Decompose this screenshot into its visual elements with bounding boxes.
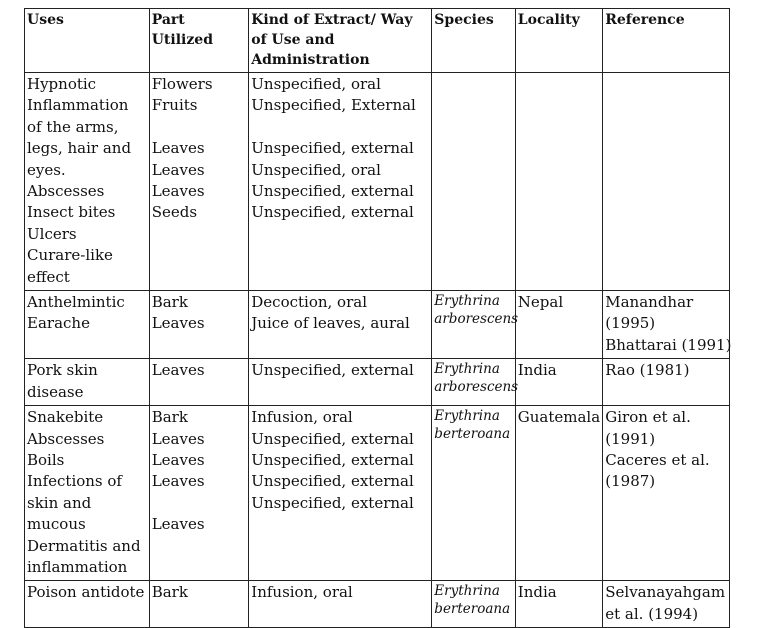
header-uses: Uses (25, 9, 150, 73)
cell-species (432, 359, 519, 406)
kind-line: Infusion, oral (251, 583, 353, 602)
cell-uses (25, 581, 150, 628)
table-row (25, 581, 730, 628)
header-species: Species (432, 9, 515, 73)
table-body (25, 73, 730, 628)
kind-line: Unspecified, external (251, 203, 414, 222)
kind-line: Unspecified, external (251, 493, 414, 512)
part-line: Bark (151, 408, 188, 427)
kind-line: Infusion, oral (251, 408, 353, 427)
locality-name: Guatemala (517, 408, 601, 427)
kind-line: Unspecified, external (251, 361, 414, 380)
kind-line: Unspecified, external (251, 429, 414, 448)
cell-locality (515, 291, 602, 359)
part-line: Flowers (151, 75, 213, 93)
reference-line: Giron et al. (605, 408, 691, 427)
cell-uses (25, 406, 150, 581)
kind-line: Unspecified, oral (251, 75, 381, 93)
use-line: Insect bites (27, 203, 116, 222)
reference-line: Caceres et al. (605, 450, 710, 469)
part-line: Seeds (151, 203, 198, 222)
part-line (152, 117, 247, 138)
species-name: Erythrina arborescens (434, 293, 519, 328)
kind-line (251, 117, 429, 138)
use-line: Abscesses (27, 182, 105, 201)
kind-line: Unspecified, external (251, 182, 414, 201)
part-line: Leaves (151, 361, 205, 380)
species-name: Erythrina berteroana (434, 408, 511, 443)
cell-species (432, 291, 519, 359)
header-locality: Locality (515, 9, 602, 73)
use-line: disease (27, 382, 84, 401)
cell-species (432, 581, 515, 628)
part-line: Leaves (151, 314, 205, 333)
cell-reference (603, 581, 730, 628)
cell-kind-of-extract (249, 73, 432, 291)
species-name: Erythrina berteroana (434, 583, 511, 618)
part-line: Leaves (151, 450, 205, 469)
reference-line: Rao (1981) (605, 361, 690, 380)
part-line: Leaves (151, 429, 205, 448)
cell-part-utilized (149, 581, 249, 628)
cell-kind-of-extract (249, 581, 432, 628)
use-line: Ulcers (27, 224, 77, 243)
use-line: skin and (27, 493, 92, 512)
cell-locality (515, 406, 602, 581)
part-line: Leaves (151, 182, 205, 201)
locality-name: India (517, 583, 557, 602)
use-line: Poison antidote (27, 583, 145, 602)
use-line: effect (27, 267, 70, 286)
cell-reference (603, 73, 730, 291)
use-line: Abscesses (27, 429, 105, 448)
use-line: of the arms, (27, 117, 119, 136)
cell-locality (515, 581, 602, 628)
cell-reference (603, 291, 730, 359)
use-line: Hypnotic (27, 75, 97, 93)
species-name: Erythrina arborescens (434, 361, 519, 396)
kind-line: Juice of leaves, aural (251, 314, 410, 333)
kind-line: Decoction, oral (251, 293, 367, 312)
use-line: Earache (27, 314, 90, 333)
part-line: Bark (151, 293, 188, 312)
use-line: inflammation (27, 557, 128, 576)
use-line: Boils (27, 450, 65, 469)
use-line: Pork skin (27, 361, 98, 380)
use-line: mucous (27, 515, 86, 534)
cell-reference (603, 406, 730, 581)
kind-line: Unspecified, external (251, 472, 414, 491)
part-line: Leaves (151, 160, 205, 179)
cell-part-utilized (149, 406, 249, 581)
ethnomedicine-table (24, 8, 730, 628)
cell-locality (515, 73, 602, 291)
header-kind-of-extract: Kind of Extract/ Way of Use and Administration (249, 9, 432, 73)
part-line: Leaves (151, 515, 205, 534)
kind-line: Unspecified, external (251, 139, 414, 158)
part-line (152, 493, 247, 514)
reference-line: et al. (1994) (605, 604, 699, 623)
cell-uses (25, 291, 150, 359)
kind-line: Unspecified, oral (251, 160, 381, 179)
use-line: Snakebite (27, 408, 104, 427)
header-reference: Reference (603, 9, 730, 73)
use-line: eyes. (27, 160, 66, 179)
cell-species (432, 73, 515, 291)
reference-line: (1987) (605, 472, 656, 491)
use-line: Anthelmintic (27, 293, 125, 312)
reference-line: Selvanayahgam (605, 583, 726, 602)
use-line: Infections of (27, 472, 122, 491)
kind-line: Unspecified, external (251, 450, 414, 469)
table-row (25, 359, 730, 406)
reference-line: Bhattarai (1991) (605, 335, 732, 354)
part-line: Leaves (151, 472, 205, 491)
cell-kind-of-extract (249, 291, 432, 359)
use-line: Dermatitis and (27, 536, 141, 555)
part-line: Bark (151, 583, 188, 602)
table-row (25, 406, 730, 581)
use-line: legs, hair and (27, 139, 132, 158)
reference-line: (1991) (605, 429, 656, 448)
table-row (25, 291, 730, 359)
cell-kind-of-extract (249, 359, 432, 406)
cell-part-utilized (149, 291, 249, 359)
cell-uses (25, 73, 150, 291)
header-part-utilized: Part Utilized (149, 9, 249, 73)
part-line: Fruits (151, 96, 198, 115)
locality-name: India (517, 361, 557, 380)
part-line: Leaves (151, 139, 205, 158)
use-line: Curare-like (27, 246, 113, 265)
table-row (25, 73, 730, 291)
reference-line: Manandhar (605, 293, 694, 312)
cell-kind-of-extract (249, 406, 432, 581)
cell-part-utilized (149, 359, 249, 406)
kind-line: Unspecified, External (251, 96, 416, 115)
cell-uses (25, 359, 150, 406)
use-line: Inflammation (27, 96, 129, 115)
cell-reference (603, 359, 730, 406)
header-row (25, 9, 730, 73)
cell-part-utilized (149, 73, 249, 291)
cell-species (432, 406, 515, 581)
cell-locality (515, 359, 602, 406)
locality-name: Nepal (517, 293, 564, 312)
reference-line: (1995) (605, 314, 656, 333)
